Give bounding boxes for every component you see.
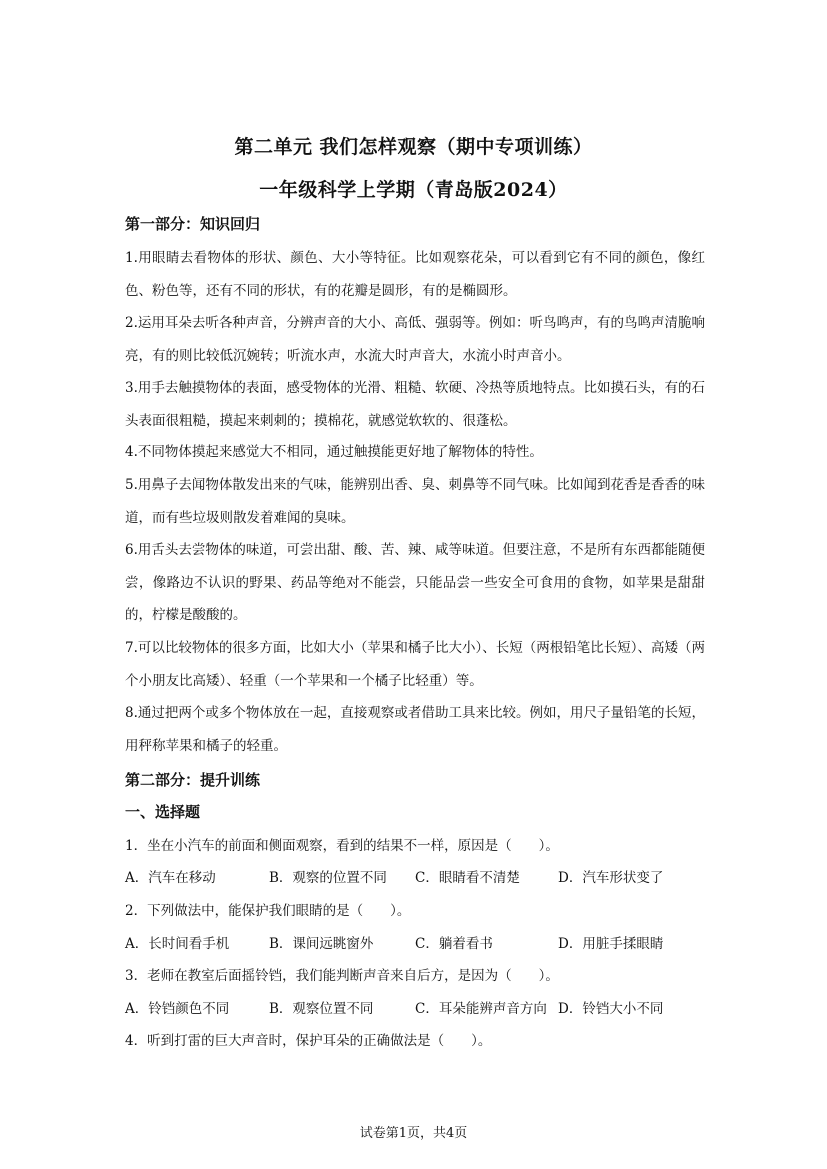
option-c: C．耳朵能辨声音方向 [415,1001,547,1017]
question-4: 4．听到打雷的巨大声音时，保护耳朵的正确做法是（ ）。 [125,1033,492,1049]
knowledge-item-1: 1.用眼睛去看物体的形状、颜色、大小等特征。比如观察花朵，可以看到它有不同的颜色，像红色、粉色等，还有不同的形状，有的花瓣是圆形，有的是椭圆形。 [125,250,705,299]
knowledge-item-6: 6.用舌头去尝物体的味道，可尝出甜、酸、苦、辣、咸等味道。但要注意，不是所有东西都能随便尝，像路边不认识的野果、药品等绝对不能尝，只能品尝一些安全可食用的食物，如苹果是甜甜的，柠檬是酸酸的。 [125,542,705,623]
option-b: B．观察位置不同 [269,1001,374,1017]
option-c: C．眼睛看不清楚 [415,870,520,886]
knowledge-item-3: 3.用手去触摸物体的表面，感受物体的光滑、粗糙、软硬、冷热等质地特点。比如摸石头，有的石头表面很粗糙，摸起来刺刺的；摸棉花，就感觉软软的、很蓬松。 [125,380,705,429]
option-a: A．长时间看手机 [125,936,230,952]
knowledge-item-7: 7.可以比较物体的很多方面，比如大小（苹果和橘子比大小）、长短（两根铅笔比长短）、高矮（两个小朋友比高矮）、轻重（一个苹果和一个橘子比轻重）等。 [125,640,705,689]
page-title: 第二单元 我们怎样观察（期中专项训练） [234,136,593,158]
option-c: C．躺着看书 [415,936,493,952]
question-1: 1．坐在小汽车的前面和侧面观察，看到的结果不一样，原因是（ ）。 [125,838,559,854]
part1-heading: 第一部分：知识回归 [125,215,261,233]
page-footer: 试卷第1页，共4页 [359,1126,468,1141]
question-2: 2．下列做法中，能保护我们眼睛的是（ ）。 [125,903,411,919]
option-d: D．铃铛大小不同 [558,1001,664,1017]
knowledge-item-2: 2.运用耳朵去听各种声音，分辨声音的大小、高低、强弱等。例如：听鸟鸣声，有的鸟鸣声清脆响亮，有的则比较低沉婉转；听流水声，水流大时声音大，水流小时声音小。 [125,315,705,364]
option-b: B．课间远眺窗外 [269,936,374,952]
question-2-options [125,932,705,952]
part2-heading: 第二部分：提升训练 [125,771,261,789]
option-d: D．用脏手揉眼睛 [558,936,664,952]
option-b: B．观察的位置不同 [269,870,387,886]
option-d: D．汽车形状变了 [558,870,664,886]
question-1-options [125,866,705,886]
option-a: A．铃铛颜色不同 [125,1001,230,1017]
knowledge-item-4: 4.不同物体摸起来感觉大不相同，通过触摸能更好地了解物体的特性。 [125,444,543,460]
question-3: 3．老师在教室后面摇铃铛，我们能判断声音来自后方，是因为（ ）。 [125,968,559,984]
choice-section-heading: 一、选择题 [125,803,201,821]
knowledge-item-8: 8.通过把两个或多个物体放在一起，直接观察或者借助工具来比较。例如，用尺子量铅笔的长短，用秤称苹果和橘子的轻重。 [125,705,705,754]
question-3-options [125,997,705,1017]
option-a: A．汽车在移动 [125,870,216,886]
knowledge-item-5: 5.用鼻子去闻物体散发出来的气味，能辨别出香、臭、刺鼻等不同气味。比如闻到花香是香香的味道，而有些垃圾则散发着难闻的臭味。 [125,477,705,526]
page-subtitle: 一年级科学上学期（青岛版2024） [259,179,568,201]
